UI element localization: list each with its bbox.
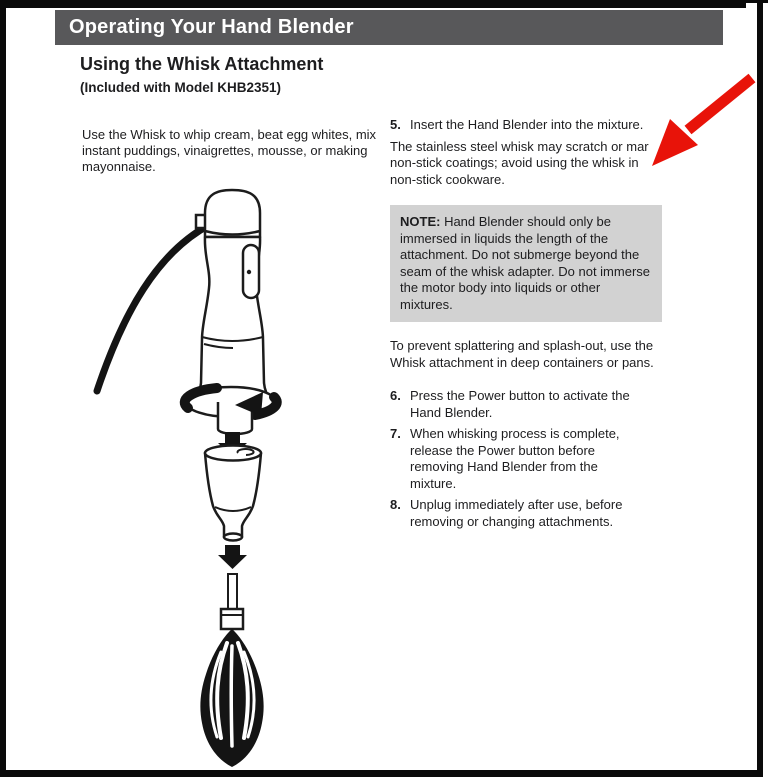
whisk-art [200, 574, 263, 767]
step-7 [390, 426, 670, 492]
step-number: 5. [390, 117, 401, 132]
step-number: 8. [390, 497, 401, 512]
assembly-down-arrow-2 [218, 545, 247, 569]
power-button-art [243, 245, 259, 298]
step-8 [390, 497, 670, 530]
hand-blender-whisk-diagram [75, 185, 385, 775]
power-cord-art [97, 215, 213, 391]
steps-list [390, 388, 670, 530]
step-number: 6. [390, 388, 401, 403]
step-text: Insert the Hand Blender into the mixture. [410, 117, 644, 132]
chapter-title: Operating Your Hand Blender [69, 16, 354, 38]
note-box [390, 205, 662, 322]
motor-body-art [193, 190, 272, 403]
section-subheading: (Included with Model KHB2351) [80, 80, 282, 95]
whisk-adapter-art [205, 446, 261, 541]
twist-collar-art [185, 387, 277, 434]
step-5 [390, 117, 670, 134]
step-text: Press the Power button to activate the Hand Blender. [410, 388, 630, 420]
caution-paragraph: The stainless steel whisk may scratch or mar non-stick coatings; avoid using the whisk in non-stick cookware. [390, 138, 649, 187]
intro-paragraph: Use the Whisk to whip cream, beat egg whites, mix instant puddings, vinaigrettes, mousse, or making mayonnaise. [82, 127, 377, 174]
step-text: Unplug immediately after use, before removing or changing attachments. [410, 497, 623, 529]
chapter-title-bar [55, 10, 723, 45]
step-text: When whisking process is complete, release the Power button before removing Hand Blender from the mixture. [410, 426, 620, 491]
section-heading: Using the Whisk Attachment [80, 54, 324, 74]
page-border-top-strip [0, 0, 746, 8]
page-border-left [0, 0, 6, 777]
tip-paragraph: To prevent splattering and splash-out, use the Whisk attachment in deep containers or pans. [390, 338, 654, 370]
instructions-column [390, 117, 670, 535]
note-text: Hand Blender should only be immersed in liquids the length of the attachment. Do not submerge beyond the seam of the whisk adapter. Do not immerse the motor body into liquids or other mixtures. [400, 214, 651, 312]
step-6 [390, 388, 670, 421]
note-label: NOTE: [400, 214, 441, 229]
step-number: 7. [390, 426, 401, 441]
